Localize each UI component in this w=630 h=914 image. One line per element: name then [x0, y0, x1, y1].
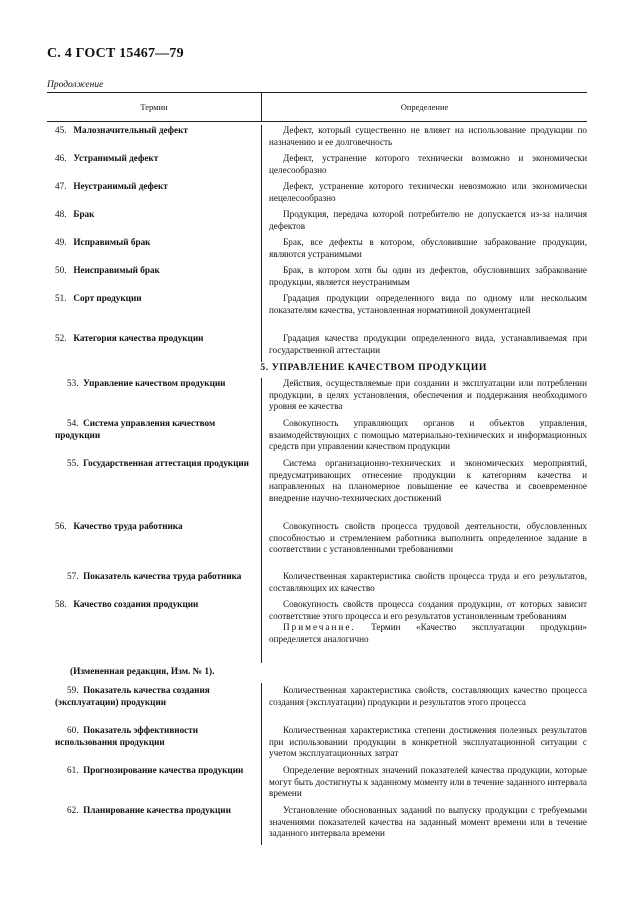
column-header-definition: Определение: [400, 102, 449, 112]
definition-cell: Дефект, который существенно не влияет на использование продукции по назначению и ее долговечность: [269, 125, 587, 147]
page-header: С. 4 ГОСТ 15467—79: [47, 46, 184, 61]
term-cell: 59. Показатель качества создания (эксплуатации) продукции: [55, 685, 210, 707]
table-row: [47, 805, 587, 845]
term-cell: 57. Показатель качества труда работника: [67, 571, 242, 581]
definition-cell: Количественная характеристика свойств, составляющих качество процесса создания (эксплуатации) продукции и результатов этого процесса: [269, 685, 587, 707]
table-row: [47, 209, 587, 237]
definition-cell: Градация продукции определенного вида по одному или нескольким показателям качества, установленная нормативной документацией: [269, 293, 587, 315]
definition-cell: Определение вероятных значений показателей качества продукции, которые могут быть достигнуты к заданному моменту или в течение заданного интервала времени: [269, 765, 587, 798]
note: Примечание. Термин «Качество эксплуатации продукции» определяется аналогично: [269, 622, 587, 644]
definition-cell: Продукция, передача которой потребителю не допускается из-за наличия дефектов: [269, 209, 587, 231]
term-cell: 56. Качество труда работника: [55, 521, 183, 531]
definition-cell: Совокупность свойств процесса создания продукции, от которых зависит соответствие этого процесса и его результатов установленным требованиям Примечание. Термин «Качество эксплуатации продукции» определяется аналогично: [269, 599, 587, 644]
table-row: [47, 571, 587, 599]
table-row: [47, 265, 587, 293]
table-body: [47, 125, 587, 845]
definition-cell: Брак, все дефекты в котором, обусловившие забракование продукции, являются устранимыми: [269, 237, 587, 259]
term-cell: 48. Брак: [55, 209, 95, 219]
amendment-note: (Измененная редакция, Изм. № 1).: [47, 663, 587, 683]
definition-cell: Дефект, устранение которого технически невозможно или экономически нецелесообразно: [269, 181, 587, 203]
table-row: [47, 181, 587, 209]
table-row: [47, 765, 587, 805]
definition-cell: Совокупность свойств процесса трудовой деятельности, обусловленных способностью и стремлением работника выполнить определенное задание в соответствии с установленными требованиями: [269, 521, 587, 554]
table-row: [47, 237, 587, 265]
term-cell: 58. Качество создания продукции: [55, 599, 199, 609]
term-cell: 49. Исправимый брак: [55, 237, 151, 247]
definition-cell: Дефект, устранение которого технически возможно и экономически целесообразно: [269, 153, 587, 175]
terms-table: [47, 92, 587, 845]
table-row: [47, 458, 587, 521]
definition-cell: Градация качества продукции определенного вида, устанавливаемая при государственной аттестации: [269, 333, 587, 355]
table-row: [47, 418, 587, 458]
column-divider: [261, 125, 262, 845]
continuation-label: Продолжение: [47, 80, 104, 90]
term-cell: 62. Планирование качества продукции: [67, 805, 231, 815]
term-cell: 47. Неустранимый дефект: [55, 181, 168, 191]
column-header-term: Термин: [47, 93, 262, 121]
definition-cell: Действия, осуществляемые при создании и эксплуатации или потреблении продукции, в целях установления, обеспечения и поддержания необходимого уровня ее качества: [269, 378, 587, 411]
term-cell: 60. Показатель эффективности использования продукции: [55, 725, 199, 747]
definition-cell: Количественная характеристика степени достижения полезных результатов при использовании продукции в конкретной эксплуатационной ситуации с учетом эксплуатационных затрат: [269, 725, 587, 758]
table-row: [47, 521, 587, 571]
term-cell: 51. Сорт продукции: [55, 293, 142, 303]
table-row: [47, 125, 587, 153]
table-row: [47, 153, 587, 181]
term-cell: 52. Категория качества продукции: [55, 333, 204, 343]
table-row: [47, 599, 587, 663]
definition-cell: Совокупность управляющих органов и объектов управления, взаимодействующих с помощью материально-технических и информационных средств при управлении качеством продукции: [269, 418, 587, 451]
definition-cell: Брак, в котором хотя бы один из дефектов, обусловивших забракование продукции, является неустранимым: [269, 265, 587, 287]
table-row: [47, 378, 587, 418]
table-row: [47, 725, 587, 765]
table-row: [47, 333, 587, 362]
term-cell: 54. Система управления качеством продукции: [55, 418, 216, 440]
term-cell: 50. Неисправимый брак: [55, 265, 160, 275]
term-cell: 45. Малозначительный дефект: [55, 125, 188, 135]
table-row: [47, 293, 587, 333]
table-header: [47, 92, 587, 122]
definition-cell: Система организационно-технических и экономических мероприятий, предусматривающих отнесение продукции к категориям качества и направленных на планомерное повышение ее качества и своевременное внедрение научно-технических достижений: [269, 458, 587, 503]
definition-cell: Количественная характеристика свойств процесса труда и его результатов, составляющих их качество: [269, 571, 587, 593]
definition-cell: Установление обоснованных заданий по выпуску продукции с требуемыми значениями показателей качества на заданный момент времени или в течение заданного интервала времени: [269, 805, 587, 838]
term-cell: 61. Прогнозирование качества продукции: [67, 765, 244, 775]
section-title: 5. УПРАВЛЕНИЕ КАЧЕСТВОМ ПРОДУКЦИИ: [47, 362, 587, 378]
term-cell: 53. Управление качеством продукции: [67, 378, 226, 388]
term-cell: 46. Устранимый дефект: [55, 153, 159, 163]
table-row: [47, 685, 587, 725]
term-cell: 55. Государственная аттестация продукции: [67, 458, 249, 468]
